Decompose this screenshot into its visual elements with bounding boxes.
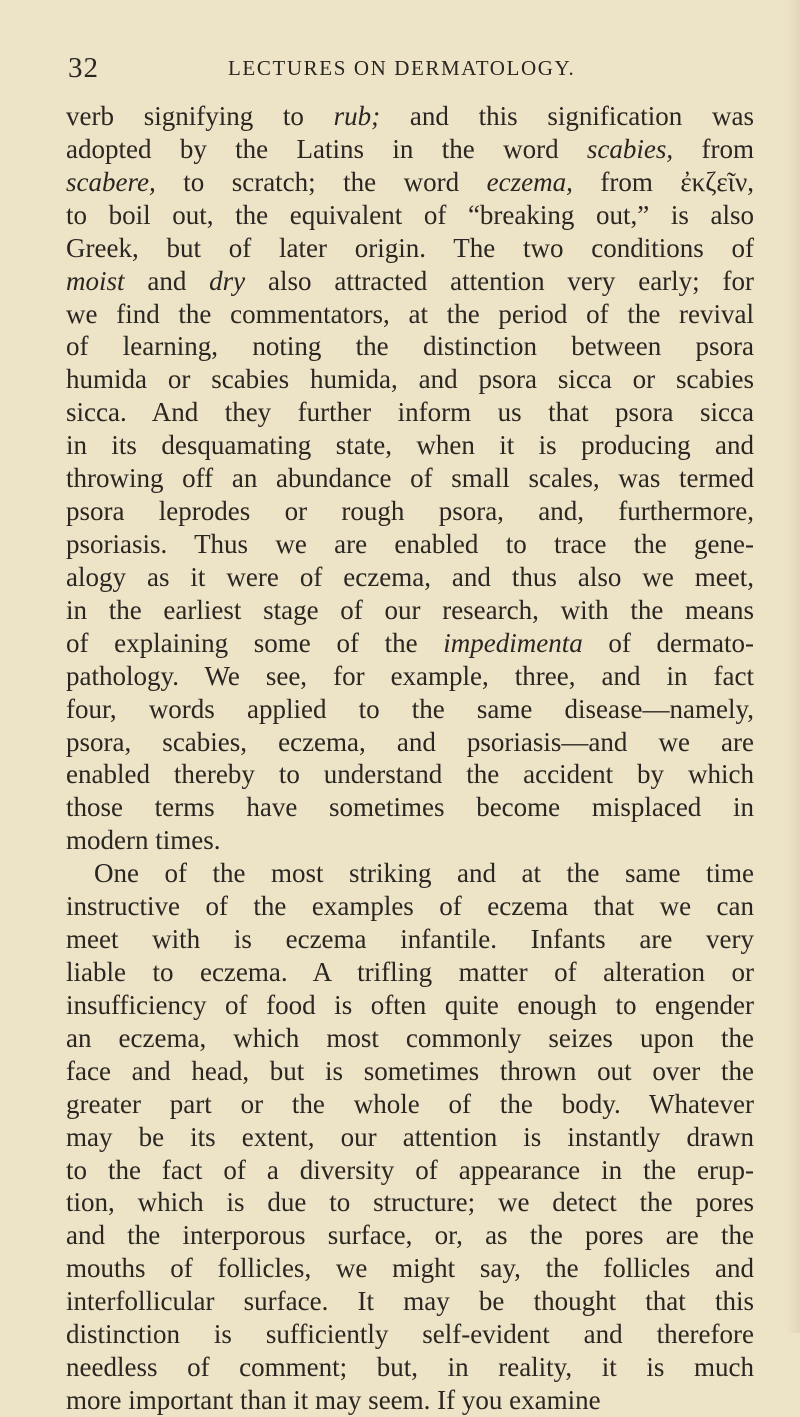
page-number: 32: [68, 52, 99, 84]
running-title: LECTURES ON DERMATOLOGY.: [228, 56, 576, 80]
text-run: enabled thereby to understand the accident by which: [66, 759, 754, 790]
text-run: those terms have sometimes become misplaced in: [66, 792, 754, 823]
text-line: [66, 693, 754, 726]
text-run: and: [124, 265, 210, 296]
text-line: [66, 1219, 754, 1252]
text-run: to the fact of a diversity of appearance in the erup-: [66, 1154, 754, 1185]
text-run: and this signification was: [380, 101, 754, 131]
text-line: [66, 1351, 754, 1384]
text-line: [66, 232, 754, 265]
text-run: modern times.: [66, 825, 221, 856]
text-line: [66, 528, 754, 561]
text-run: greater part or the whole of the body. Whatever: [66, 1088, 754, 1119]
text-run: of explaining some of the: [66, 627, 444, 658]
text-run: One of the most striking and at the same time: [94, 858, 754, 889]
text-line: [66, 857, 754, 890]
text-run: an eczema, which most commonly seizes upon the: [66, 1022, 754, 1053]
text-run: face and head, but is sometimes thrown out over the: [66, 1055, 754, 1086]
text-line: [66, 1055, 754, 1088]
text-run: of learning, noting the distinction between psora: [66, 331, 754, 362]
text-run: needless of comment; but, in reality, it is much: [66, 1352, 754, 1383]
text-run: psora leprodes or rough psora, and, furthermore,: [66, 496, 754, 527]
text-run: to boil out, the equivalent of “breaking out,” is also: [66, 199, 754, 230]
text-run: liable to eczema. A trifling matter of alteration or: [66, 956, 754, 987]
text-run: in its desquamating state, when it is producing and: [66, 430, 754, 461]
text-line: [66, 923, 754, 956]
text-line: [66, 462, 754, 495]
text-run: throwing off an abundance of small scales, was termed: [66, 463, 754, 494]
text-line: [66, 1022, 754, 1055]
text-run: psoriasis. Thus we are enabled to trace the gene-: [66, 528, 754, 559]
text-run: verb signifying to: [66, 101, 334, 131]
text-line: [66, 660, 754, 693]
text-line: [66, 1154, 754, 1187]
text-line: [66, 791, 754, 824]
italic-term: scabere,: [66, 166, 156, 197]
text-line: [66, 627, 754, 660]
text-line: [66, 1252, 754, 1285]
text-line: [66, 890, 754, 923]
italic-term: rub;: [333, 101, 381, 131]
text-run: interfollicular surface. It may be thought that this: [66, 1286, 754, 1317]
text-run: psora, scabies, eczema, and psoriasis—and we are: [66, 726, 754, 757]
text-run: may be its extent, our attention is instantly drawn: [66, 1121, 754, 1152]
italic-term: scabies,: [586, 133, 674, 164]
text-line: [66, 956, 754, 989]
text-run: and the interporous surface, or, as the pores are the: [66, 1220, 754, 1251]
text-line: [66, 1186, 754, 1219]
text-line: [66, 1121, 754, 1154]
page-edge-shading: [786, 0, 800, 1333]
text-line: [66, 758, 754, 791]
text-run: we find the commentators, at the period of the revival: [66, 298, 754, 329]
running-head: [68, 50, 752, 86]
text-line: [66, 1088, 754, 1121]
text-line: [66, 824, 754, 857]
text-run: four, words applied to the same disease—namely,: [66, 693, 754, 724]
italic-term: impedimenta: [443, 627, 583, 658]
text-line: [66, 429, 754, 462]
text-run: instructive of the examples of eczema that we can: [66, 891, 754, 922]
text-line: [66, 133, 754, 166]
text-line: [66, 1384, 754, 1417]
text-run: also attracted attention very early; for: [245, 265, 754, 296]
body-text: [66, 100, 754, 1417]
text-line: [66, 989, 754, 1022]
text-line: [66, 1318, 754, 1351]
text-run: tion, which is due to structure; we detect the pores: [66, 1187, 754, 1218]
text-run: of dermato-: [582, 627, 754, 658]
italic-term: moist: [66, 265, 125, 296]
text-line: [66, 594, 754, 627]
text-run: from: [673, 133, 754, 164]
text-line: [66, 199, 754, 232]
text-line: [66, 298, 754, 331]
text-run: Greek, but of later origin. The two conditions of: [66, 232, 754, 263]
text-line: [66, 1285, 754, 1318]
text-run: sicca. And they further inform us that psora sicca: [66, 397, 754, 428]
text-line: [66, 330, 754, 363]
text-run: in the earliest stage of our research, with the means: [66, 594, 754, 625]
text-line: [66, 166, 754, 199]
text-line: [66, 265, 754, 298]
text-line: [66, 363, 754, 396]
text-run: from ἐκζεῖν,: [572, 166, 754, 197]
text-run: more important than it may seem. If you examine: [66, 1384, 601, 1415]
text-line: [66, 495, 754, 528]
text-run: humida or scabies humida, and psora sicca or scabies: [66, 364, 754, 395]
text-line: [66, 396, 754, 429]
italic-term: dry: [209, 265, 246, 296]
text-run: mouths of follicles, we might say, the follicles and: [66, 1253, 754, 1284]
text-line: [66, 561, 754, 594]
text-run: alogy as it were of eczema, and thus also we meet,: [66, 561, 754, 592]
text-run: pathology. We see, for example, three, and in fact: [66, 660, 754, 691]
text-run: adopted by the Latins in the word: [66, 133, 587, 164]
text-line: [66, 100, 754, 133]
text-run: meet with is eczema infantile. Infants are very: [66, 924, 754, 955]
text-run: to scratch; the word: [155, 166, 487, 197]
italic-term: eczema,: [486, 166, 573, 197]
text-run: distinction is sufficiently self-evident and therefore: [66, 1319, 754, 1350]
text-run: insufficiency of food is often quite enough to engender: [66, 989, 754, 1020]
text-line: [66, 726, 754, 759]
